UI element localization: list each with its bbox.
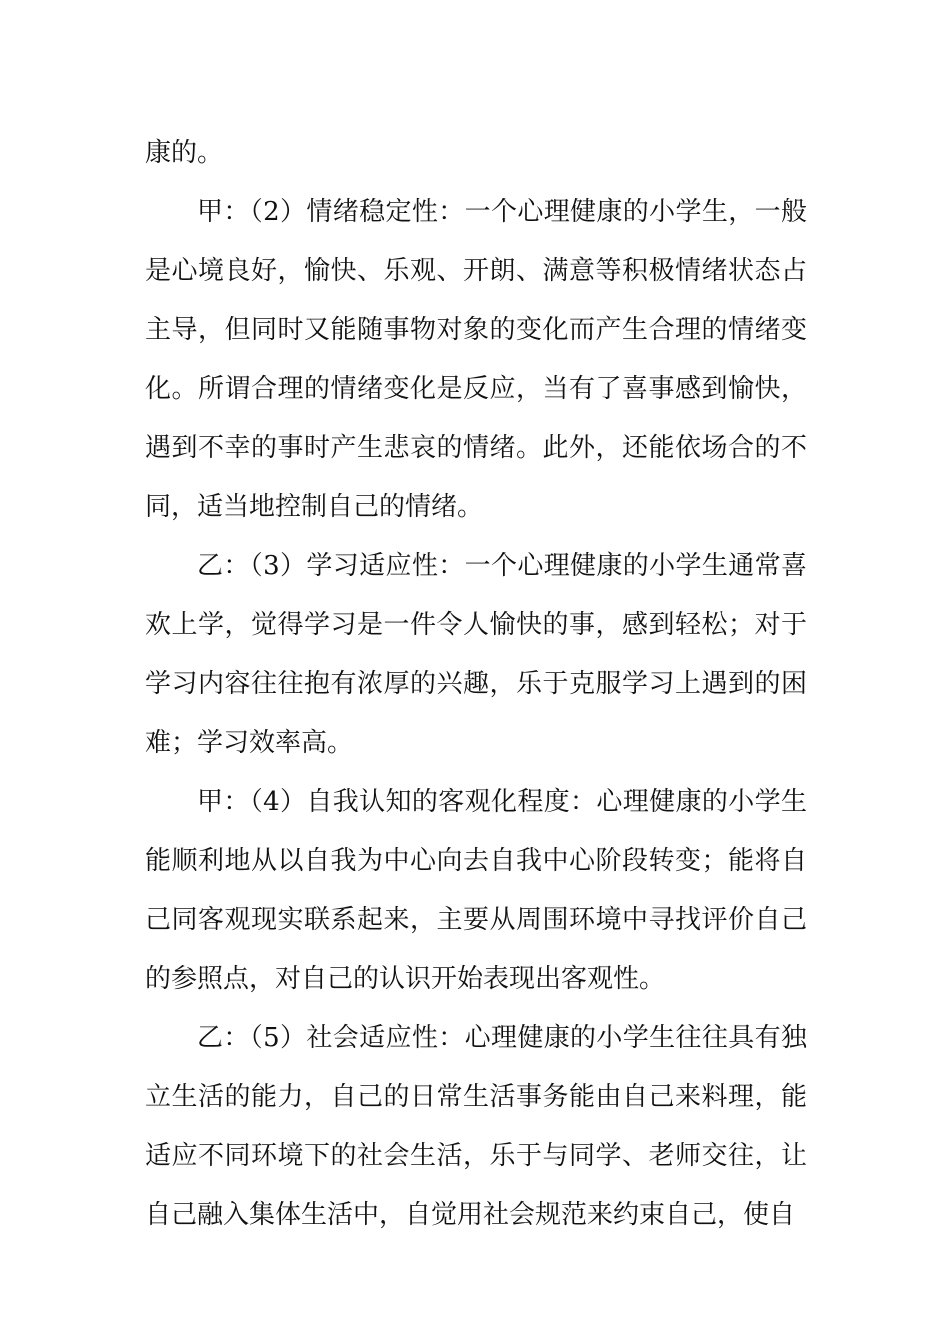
paragraph-continuation: 康的。 xyxy=(145,138,224,168)
paragraph-learning-adaptability: 乙：（3）学习适应性：一个心理健康的小学生通常喜欢上学，觉得学习是一件令人愉快的事，感到轻松；对于学习内容往往抱有浓厚的兴趣，乐于克服学习上遇到的困难；学习效率高。 xyxy=(145,551,807,758)
paragraph-self-cognition: 甲：（4）自我认知的客观化程度：心理健康的小学生能顺利地从以自我为中心向去自我中心阶段转变；能将自己同客观现实联系起来，主要从周围环境中寻找评价自己的参照点，对自己的认识开始表现出客观性。 xyxy=(145,787,807,994)
document-body xyxy=(145,124,807,1245)
paragraph-emotional-stability: 甲：（2）情绪稳定性：一个心理健康的小学生，一般是心境良好，愉快、乐观、开朗、满意等积极情绪状态占主导，但同时又能随事物对象的变化而产生合理的情绪变化。所谓合理的情绪变化是反应，当有了喜事感到愉快，遇到不幸的事时产生悲哀的情绪。此外，还能依场合的不同，适当地控制自己的情绪。 xyxy=(145,197,807,522)
paragraph-social-adaptability: 乙：（5）社会适应性：心理健康的小学生往往具有独立生活的能力，自己的日常生活事务能由自己来料理，能适应不同环境下的社会生活，乐于与同学、老师交往，让自己融入集体生活中，自觉用社会规范来约束自己，使自 xyxy=(145,1023,807,1230)
